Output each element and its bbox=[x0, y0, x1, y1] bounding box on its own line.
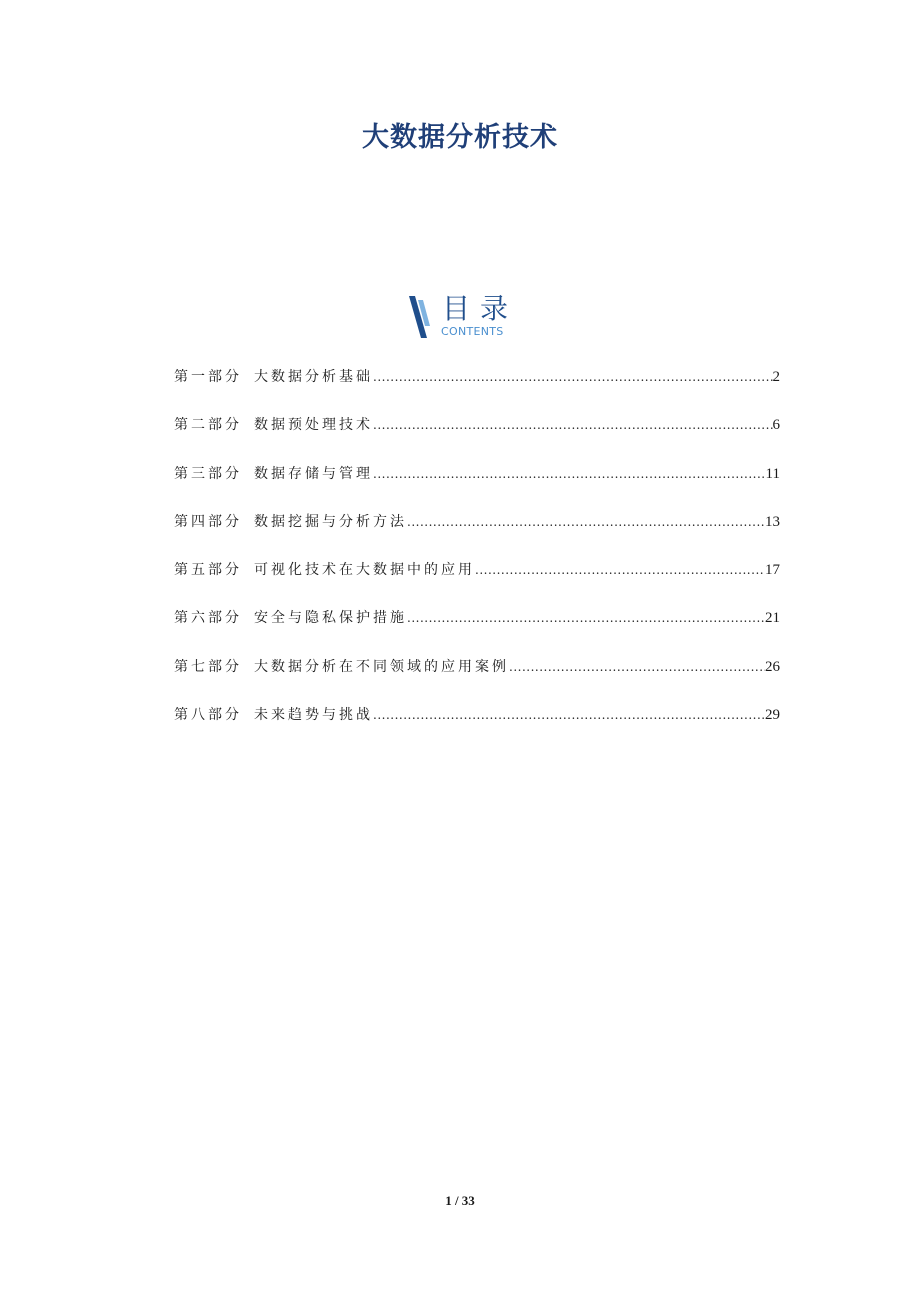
toc-dot-leader bbox=[373, 367, 773, 387]
toc-entry-page: 6 bbox=[772, 417, 780, 434]
toc-entry-part: 第四部分 bbox=[174, 513, 242, 530]
toc-entry-title: 大数据分析基础 bbox=[254, 369, 373, 385]
toc-entry-part: 第六部分 bbox=[174, 610, 242, 627]
toc-entry-part: 第七部分 bbox=[174, 658, 242, 675]
toc-entry-part: 第五部分 bbox=[174, 562, 242, 579]
toc-entry-part: 第一部分 bbox=[174, 369, 242, 385]
toc-entry-part: 第八部分 bbox=[174, 707, 242, 724]
toc-heading-title: 目录 bbox=[442, 292, 519, 325]
toc-entry-title: 数据预处理技术 bbox=[254, 417, 373, 434]
toc-entry-title: 可视化技术在大数据中的应用 bbox=[254, 562, 475, 579]
toc-entry-title: 未来趋势与挑战 bbox=[254, 707, 373, 724]
toc-entry[interactable] bbox=[174, 560, 780, 608]
toc-entry[interactable] bbox=[174, 367, 780, 415]
toc-entry[interactable] bbox=[174, 657, 780, 705]
document-title: 大数据分析技术 bbox=[362, 122, 558, 153]
toc-entry-page: 21 bbox=[765, 610, 780, 627]
toc-entry-page: 13 bbox=[765, 513, 780, 530]
toc-dot-leader bbox=[373, 464, 766, 484]
toc-entry-title: 数据挖掘与分析方法 bbox=[254, 513, 407, 530]
toc-logo-icon bbox=[406, 296, 432, 338]
toc-entry-title: 数据存储与管理 bbox=[254, 465, 373, 482]
toc-entry-title: 大数据分析在不同领域的应用案例 bbox=[254, 658, 509, 675]
toc-entry[interactable] bbox=[174, 415, 780, 463]
toc-entry[interactable] bbox=[174, 705, 780, 753]
toc-entry-part: 第二部分 bbox=[174, 417, 242, 434]
toc-entry-page: 11 bbox=[765, 465, 780, 482]
toc-list bbox=[174, 367, 780, 753]
toc-heading bbox=[406, 292, 526, 342]
toc-entry-title: 安全与隐私保护措施 bbox=[254, 610, 407, 627]
toc-dot-leader bbox=[475, 560, 765, 580]
page-number-footer: 1 / 33 bbox=[445, 1193, 475, 1208]
toc-dot-leader bbox=[373, 705, 765, 725]
toc-entry[interactable] bbox=[174, 464, 780, 512]
toc-heading-subtitle: CONTENTS bbox=[441, 325, 504, 338]
toc-dot-leader bbox=[509, 657, 765, 677]
toc-entry-page: 26 bbox=[765, 658, 780, 675]
toc-entry[interactable] bbox=[174, 512, 780, 560]
toc-dot-leader bbox=[407, 512, 765, 532]
toc-entry-page: 2 bbox=[772, 369, 780, 385]
toc-entry-page: 17 bbox=[765, 562, 780, 579]
toc-entry[interactable] bbox=[174, 608, 780, 656]
toc-dot-leader bbox=[373, 415, 773, 435]
toc-entry-part: 第三部分 bbox=[174, 465, 242, 482]
toc-dot-leader bbox=[407, 608, 765, 628]
toc-entry-page: 29 bbox=[765, 707, 780, 724]
